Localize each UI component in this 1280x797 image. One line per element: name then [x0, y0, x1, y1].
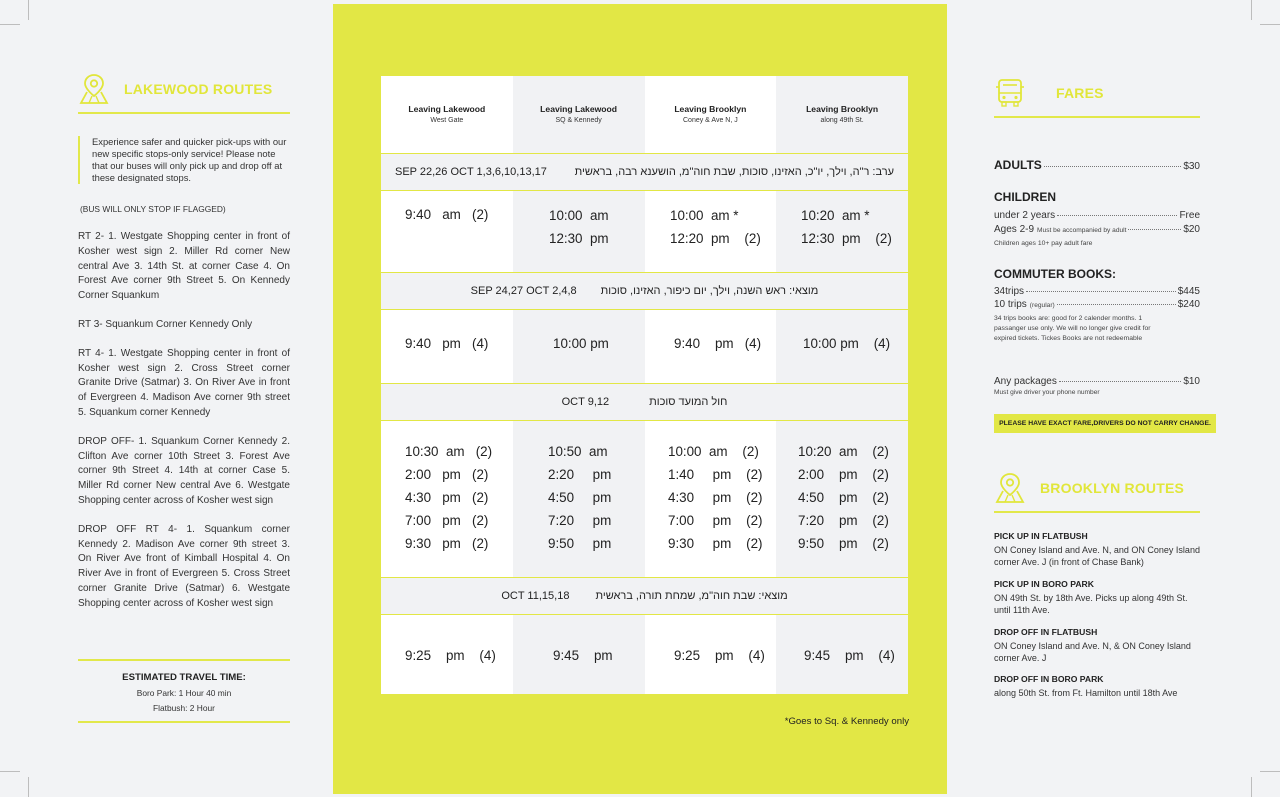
column-header-title: Leaving Lakewood [408, 103, 486, 114]
time-cell: 2:00 pm (2) [405, 467, 489, 482]
band-hebrew: חול המועד סוכות [649, 396, 728, 408]
lakewood-routes-header [78, 72, 290, 114]
route-rt4: RT 4- 1. Westgate Shopping center in front of Kosher west sign 2. Cross Street corner Granite Drive (Satmar) 3. On River Ave in front of Evergreen 4. Madison Ave corner 9th street 5. Squankum corner Kennedy [78, 347, 290, 418]
map-pin-icon [994, 471, 1026, 505]
column-header [776, 76, 908, 151]
column-header-subtitle: along 49th St. [820, 116, 864, 124]
crop-mark [28, 777, 29, 797]
time-cell: 9:40 am (2) [405, 207, 489, 222]
packages-label: Any packages [994, 376, 1057, 387]
column-header-subtitle: West Gate [430, 116, 464, 124]
brooklyn-stop-text: ON 49th St. by 18th Ave. Picks up along 49th St. until 11th Ave. [994, 592, 1188, 616]
trips10-price: $240 [1177, 299, 1200, 310]
adults-fare-row [994, 158, 1200, 172]
fares-title: FARES [1056, 85, 1104, 101]
time-cell: 12:30 pm [549, 231, 609, 246]
under2-price: Free [1179, 210, 1200, 221]
trips34-price: $445 [1177, 286, 1200, 297]
time-cell: 10:30 am (2) [405, 444, 493, 459]
brooklyn-stop-title: DROP OFF IN BORO PARK [994, 674, 1104, 685]
band-dates: SEP 24,27 OCT 2,4,8 [470, 285, 577, 297]
band-dates: SEP 22,26 OCT 1,3,6,10,13,17 [395, 166, 547, 178]
date-band [381, 153, 908, 191]
brooklyn-stop-text: ON Coney Island and Ave. N, and ON Coney Island corner Ave. J (in front of Chase Bank) [994, 545, 1200, 568]
time-cell: 9:30 pm (2) [668, 536, 763, 551]
band-hebrew: מוצאי: ראש השנה, וילך, יום כיפור, האזינו, סוכות [600, 285, 819, 297]
brooklyn-stop [994, 579, 1200, 617]
flag-note: (BUS WILL ONLY STOP IF FLAGGED) [80, 204, 226, 214]
trips10-label: 10 trips [994, 299, 1027, 310]
lakewood-intro: Experience safer and quicker pick-ups with our new specific stops-only service! Please note that our buses will only pick up and drop off at these designated stops. [78, 136, 290, 184]
column-header-title: Leaving Brooklyn [806, 103, 879, 114]
time-cell: 12:30 pm (2) [801, 231, 892, 246]
ages-fare-row [994, 224, 1200, 235]
dot-leader [1059, 381, 1181, 382]
commuter-label: COMMUTER BOOKS: [994, 267, 1116, 281]
column-header-subtitle: SQ & Kennedy [555, 116, 602, 124]
schedule-footnote: *Goes to Sq. & Kennedy only [784, 716, 909, 727]
brooklyn-stop-title: DROP OFF IN FLATBUSH [994, 626, 1098, 637]
brooklyn-stop-title: PICK UP IN BORO PARK [994, 578, 1094, 589]
exact-fare-banner: PLEASE HAVE EXACT FARE,DRIVERS DO NOT CARRY CHANGE. [994, 414, 1216, 433]
schedule-table [381, 76, 908, 694]
crop-mark [1260, 24, 1280, 25]
ages-label: Ages 2-9 [994, 224, 1035, 235]
children-note: Children ages 10+ pay adult fare [994, 240, 1093, 247]
crop-mark [1251, 777, 1252, 797]
trips10-note: (regular) [1029, 302, 1055, 309]
date-band [381, 383, 908, 421]
time-cell: 7:00 pm (2) [668, 513, 763, 528]
route-rt3: RT 3- Squankum Corner Kennedy Only [78, 318, 253, 330]
time-cell: 10:00 am (2) [668, 444, 759, 459]
time-cell: 7:20 pm (2) [798, 513, 889, 528]
fares-header [994, 76, 1200, 118]
travel-time-flatbush: Flatbush: 2 Hour [153, 703, 215, 713]
crop-mark [0, 24, 20, 25]
column-header [513, 76, 645, 151]
brooklyn-stop [994, 531, 1200, 569]
time-cell: 10:20 am (2) [798, 444, 889, 459]
time-cell: 2:00 pm (2) [798, 467, 889, 482]
schedule-panel [333, 4, 947, 794]
crop-mark [28, 0, 29, 20]
brooklyn-stop-text: ON Coney Island and Ave. N, & ON Coney Island corner Ave. J [994, 640, 1191, 664]
time-cell: 12:20 pm (2) [670, 231, 761, 246]
route-rt2: RT 2- 1. Westgate Shopping center in front of Kosher west sign 2. Miller Rd corner New central Ave 3. 14th St. at corner Case 4. On Forest Ave corner 9th Street 5. On Kennedy Corner Squankum [78, 231, 290, 302]
time-cell: 10:00 am [549, 208, 609, 223]
time-cell: 4:30 pm (2) [668, 490, 763, 505]
time-cell: 9:25 pm (4) [405, 648, 496, 663]
travel-time-boro: Boro Park: 1 Hour 40 min [136, 688, 232, 698]
dot-leader [1128, 229, 1181, 230]
children-label: CHILDREN [994, 190, 1056, 204]
band-hebrew: ערב: ר"ה, וילך, יו"כ, האזינו, סוכות, שבת חוה"מ, הושענא רבה, בראשית [574, 166, 894, 178]
lakewood-routes-panel [78, 72, 290, 612]
packages-fare-row [994, 376, 1200, 387]
crop-mark [0, 771, 20, 772]
time-cell: 7:00 pm (2) [405, 513, 489, 528]
time-cell: 7:20 pm [548, 513, 612, 528]
time-cell: 9:40 pm (4) [405, 336, 489, 351]
band-hebrew: מוצאי: שבת חוה"מ, שמחת תורה, בראשית [595, 590, 788, 602]
time-cell: 9:40 pm (4) [674, 336, 762, 351]
time-cell: 9:30 pm (2) [405, 536, 489, 551]
time-cell: 4:30 pm (2) [405, 490, 489, 505]
brooklyn-stop [994, 627, 1200, 665]
fares-panel [994, 76, 1211, 700]
band-dates: OCT 11,15,18 [501, 590, 570, 602]
adults-label: ADULTS [994, 158, 1042, 172]
brooklyn-stop-title: PICK UP IN FLATBUSH [994, 531, 1088, 541]
trips34-fare-row [994, 286, 1200, 297]
time-cell: 10:00 pm [553, 336, 609, 351]
time-cell: 2:20 pm [548, 467, 612, 482]
ages-price: $20 [1183, 224, 1200, 235]
time-cell: 4:50 pm [548, 490, 612, 505]
dot-leader [1057, 215, 1177, 216]
column-header-subtitle: Coney & Ave N, J [683, 116, 738, 124]
column-header [645, 76, 777, 151]
band-dates: OCT 9,12 [561, 396, 610, 408]
commuter-note: 34 trips books are: good for 2 calender months. 1 passanger use only. We will no longer give credit for expired tickets. Tickes Books are not redeemable [994, 315, 1151, 342]
crop-mark [1260, 771, 1280, 772]
time-cell: 1:40 pm (2) [668, 467, 763, 482]
crop-mark [1251, 0, 1252, 20]
adults-price: $30 [1183, 161, 1200, 172]
time-cell: 9:50 pm (2) [798, 536, 889, 551]
map-pin-icon [78, 72, 110, 106]
brooklyn-routes-title: BROOKLYN ROUTES [1040, 480, 1185, 496]
date-band [381, 577, 908, 615]
bus-icon [994, 76, 1026, 110]
under2-fare-row [994, 210, 1200, 221]
dot-leader [1044, 166, 1182, 167]
brooklyn-stop [994, 674, 1200, 699]
packages-price: $10 [1183, 376, 1200, 387]
time-cell: 10:50 am [548, 444, 608, 459]
route-dropoff-rt4: DROP OFF RT 4- 1. Squankum corner Kennedy 2. Madison Ave corner 9th street 3. On River Ave front of Kimball Hospital 4. On River Ave in front of Evergreen 5. Cross Street corner Granite Drive (Satmar) 6. Westgate Shopping center across of Kosher west sign [78, 523, 290, 609]
brooklyn-stop-text: along 50th St. from Ft. Hamilton until 18th Ave [994, 688, 1178, 699]
column-header-title: Leaving Lakewood [540, 103, 618, 114]
time-cell: 9:45 pm (4) [804, 648, 895, 663]
trips34-label: 34trips [994, 286, 1025, 297]
column-header [381, 76, 513, 151]
date-band [381, 272, 908, 310]
dot-leader [1057, 304, 1176, 305]
time-cell: 10:00 pm (4) [803, 336, 891, 351]
under2-label: under 2 years [994, 210, 1056, 221]
travel-time-title: ESTIMATED TRAVEL TIME: [122, 672, 246, 683]
time-cell: 9:25 pm (4) [674, 648, 765, 663]
lakewood-routes-title: LAKEWOOD ROUTES [124, 81, 273, 97]
time-cell: 10:00 am * [670, 208, 739, 223]
brooklyn-routes-header [994, 471, 1200, 513]
time-cell: 4:50 pm (2) [798, 490, 889, 505]
route-dropoff: DROP OFF- 1. Squankum Corner Kennedy 2. Clifton Ave corner 10th Street 3. Forest Ave corner 9th Street 4. 14th at corner Case 5. Miller Rd corner New central Ave 6. Westgate Shopping center across of Kosher west sign [78, 435, 290, 506]
column-header-title: Leaving Brooklyn [674, 103, 747, 114]
packages-note: Must give driver your phone number [994, 389, 1100, 396]
time-cell: 9:45 pm [553, 648, 613, 663]
time-cell: 10:20 am * [801, 208, 870, 223]
trips10-fare-row [994, 299, 1200, 310]
dot-leader [1026, 291, 1176, 292]
travel-time-box [78, 659, 290, 723]
ages-note: Must be accompanied by adult [1037, 227, 1127, 234]
time-cell: 9:50 pm [548, 536, 612, 551]
